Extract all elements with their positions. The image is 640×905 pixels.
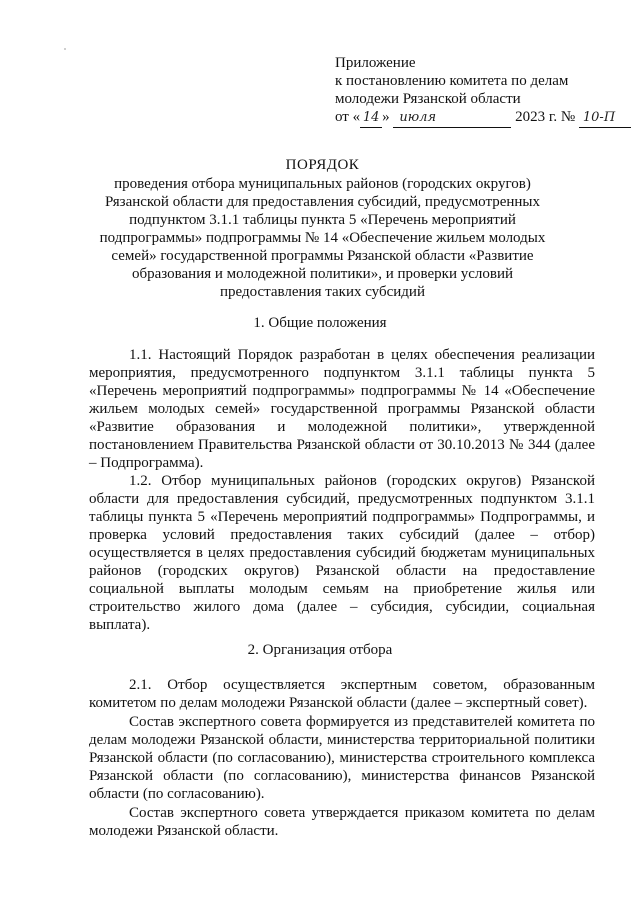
title-line: Рязанской области для предоставления субсидий, предусмотренных: [104, 194, 541, 210]
annex-header: [335, 54, 616, 128]
section-1-heading: 1. Общие положения: [253, 315, 387, 331]
handwritten-day: 14: [360, 109, 382, 128]
title-line: проведения отбора муниципальных районов (городских округов): [114, 176, 531, 192]
handwritten-month: июля: [393, 109, 511, 128]
paragraph-2-1: 2.1. Отбор осуществляется экспертным советом, образованным комитетом по делам молодежи Рязанской области (далее – экспертный совет).: [89, 677, 595, 711]
paragraph-2-1-approval: Состав экспертного совета утверждается приказом комитета по делам молодежи Рязанской области.: [89, 805, 595, 839]
annex-date-line: [335, 108, 616, 128]
paragraph-2-1-composition: Состав экспертного совета формируется из представителей комитета по делам молодежи Рязанской области, министерства территориальной политики Рязанской области (по согласованию), министерства строительного комплекса Рязанской области (по согласованию), министерства финансов Рязанской области (по согласованию).: [89, 714, 595, 802]
document-title: [95, 156, 550, 301]
title-main: ПОРЯДОК: [285, 157, 360, 173]
title-line: образования и молодежной политики», и проверки условий: [132, 266, 513, 282]
annex-from: от «: [335, 109, 361, 125]
scan-speck: [64, 48, 66, 50]
annex-line-2: к постановлению комитета по делам: [335, 73, 569, 89]
title-line: подпунктом 3.1.1 таблицы пункта 5 «Перечень мероприятий: [129, 212, 516, 228]
annex-line-3: молодежи Рязанской области: [335, 91, 521, 107]
paragraph-1-2: 1.2. Отбор муниципальных районов (городских округов) Рязанской области для предоставления субсидий, предусмотренных подпунктом 3.1.1 таблицы пункта 5 «Перечень мероприятий подпрограммы» Подпрограммы, и проверка условий предоставления таких субсидий (далее – отбор) осуществляется в целях предоставления субсидий бюджетам муниципальных районов (городских округов) Рязанской области на предоставление социальной выплаты молодым семьям на приобретение жилья или строительство жилого дома (далее – субсидия, субсидии, социальная выплата).: [89, 473, 595, 633]
annex-close-quote: »: [382, 109, 390, 125]
annex-title: Приложение: [335, 55, 416, 71]
title-line: предоставления таких субсидий: [219, 284, 425, 300]
paragraph-1-1: 1.1. Настоящий Порядок разработан в целях обеспечения реализации мероприятия, предусмотренного подпунктом 3.1.1 таблицы пункта 5 «Перечень мероприятий подпрограммы» подпрограммы № 14 «Обеспечение жильем молодых семей» государственной программы Рязанской области «Развитие образования и молодежной политики», утвержденной постановлением Правительства Рязанской области от 30.10.2013 № 344 (далее – Подпрограмма).: [89, 347, 595, 471]
annex-year: 2023 г. №: [515, 109, 576, 125]
section-2-heading: 2. Организация отбора: [247, 642, 393, 658]
handwritten-number: 10-П: [579, 109, 631, 128]
title-line: подпрограммы» подпрограммы № 14 «Обеспечение жильем молодых: [99, 230, 546, 246]
title-line: семей» государственной программы Рязанской области «Развитие: [111, 248, 534, 264]
